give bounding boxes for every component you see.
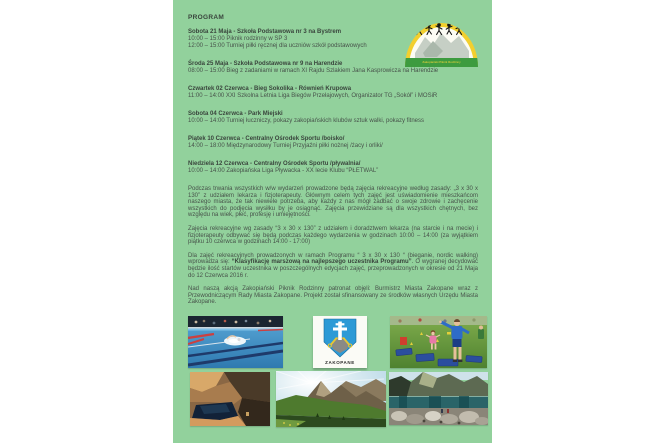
event-detail: 14:00 – 18:00 Międzynarodowy Turniej Przyjaźni piłki nożnej /żacy i orliki/ [188, 143, 383, 149]
paragraph-rules: Podczas trwania wszystkich w/w wydarzeń prowadzone będą zajęcia rekreacyjne według zasady: „3 x 30 x 130” z udziałem lekarza i fizjoterapeuty. Głównym celem tych zajęć jest uświadomienie mieszkańcom naszego miasta, że tak niewiele potrzeba, aby każdy z nas mógł zadbać o swoje zdrowie i zachęcenie wszystkich do podjęcia wysiłku by je osiągnąć. Zajęcia przewidziane są dla wszystkich chętnych, bez względu na wiek, płeć, profesję i umiejętności. [188, 186, 478, 219]
event-detail: 12:00 – 15:00 Turniej piłki ręcznej dla uczniów szkół podstawowych [188, 43, 367, 49]
event-item [188, 86, 478, 100]
event-detail: 10:00 – 14:00 Zakopiańska Liga Pływacka - XX lecie Klubu “PŁETWAL” [188, 168, 379, 174]
paragraph-block [188, 186, 478, 306]
paragraph-classification-post: . O wygranej decydować będzie ilość startów uczestnika w poszczególnych edycjach zajęć, przeprowadzonych w okresie od 21 Maja do 12 Czerwca 2016 r. [188, 259, 478, 279]
event-detail: 08:00 – 15:00 Bieg z zadaniami w ramach XI Rajdu Szlakiem Jana Kasprowicza na Harendzie [188, 68, 439, 74]
event-item [188, 136, 478, 150]
event-item [188, 161, 478, 175]
photo-field-games [390, 316, 487, 368]
paragraph-patronage: Nad naszą akcją Zakopiański Piknik Rodzinny patronat objęli: Burmistrz Miasta Zakopane wraz z Przewodniczącym Rady Miasta Zakopane. Projekt został sfinansowany ze środków własnych Urzędu Miasta Zakopane. [188, 286, 478, 306]
paragraph-hours: Zajęcia rekreacyjne wg zasady “3 x 30 x 130” z udziałem i doradztwem lekarza (na starcie i na mecie) i fizjoterapeuty odbywać się będą podczas każdego wydarzenia w godzinach 10:00 – 14:00 (za wyjątkiem piątku 10 czerwca w godzinach 14:00 - 17:00) [188, 225, 478, 246]
event-title: Sobota 04 Czerwca - Park Miejski [188, 111, 283, 117]
event-title: Czwartek 02 Czerwca - Bieg Sokolika - Równień Krupowa [188, 86, 352, 92]
event-item [188, 111, 478, 125]
event-title: Środa 25 Maja - Szkoła Podstawowa nr 9 na Harendzie [188, 61, 343, 67]
event-detail: 10:00 – 14:00 Turniej łuczniczy, pokazy zakopiańskich klubów sztuk walki, pokazy fitness [188, 118, 425, 124]
flyer-page [173, 0, 492, 443]
paragraph-classification [188, 253, 478, 279]
paragraph-classification-pre: Dla zajęć rekreacyjnych prowadzonych w ramach Programu “ 3 x 30 x 130 “ (bieganie, nordic walking) wprowadza się: [188, 252, 478, 266]
event-title: Piątek 10 Czerwca - Centralny Ośrodek Sportu /boisko/ [188, 136, 345, 142]
event-detail: 11:00 – 14:00 XXI Szkolna Letnia Liga Biegów Przełajowych, Organizator TG „Sokół” i MOSiR [188, 93, 438, 99]
event-detail: 10:00 – 15:00 Piknik rodzinny w SP 3 [188, 36, 288, 42]
page-title: PROGRAM [188, 14, 225, 21]
paragraph-classification-bold: “Klasyfikację marszową na najlepszego uczestnika Programu” [231, 259, 412, 266]
event-item [188, 61, 478, 75]
photo-mountain-tarn [190, 372, 270, 426]
flyer-content [188, 14, 478, 313]
photo-ridge-panorama [276, 371, 386, 427]
zakopane-crest [313, 316, 367, 368]
logo-caption: Zakopiański Piknik Rodzinny [422, 60, 461, 64]
photo-swimming-pool [188, 316, 283, 368]
zakopane-shield-icon [323, 318, 357, 358]
photo-boulder-lake [389, 372, 488, 425]
event-title: Niedziela 12 Czerwca - Centralny Ośrodek Sportu /pływalnia/ [188, 161, 361, 167]
event-title: Sobota 21 Maja - Szkoła Podstawowa nr 3 na Bystrem [188, 29, 342, 35]
crest-label: ZAKOPANE [325, 360, 355, 365]
event-item [188, 29, 478, 50]
